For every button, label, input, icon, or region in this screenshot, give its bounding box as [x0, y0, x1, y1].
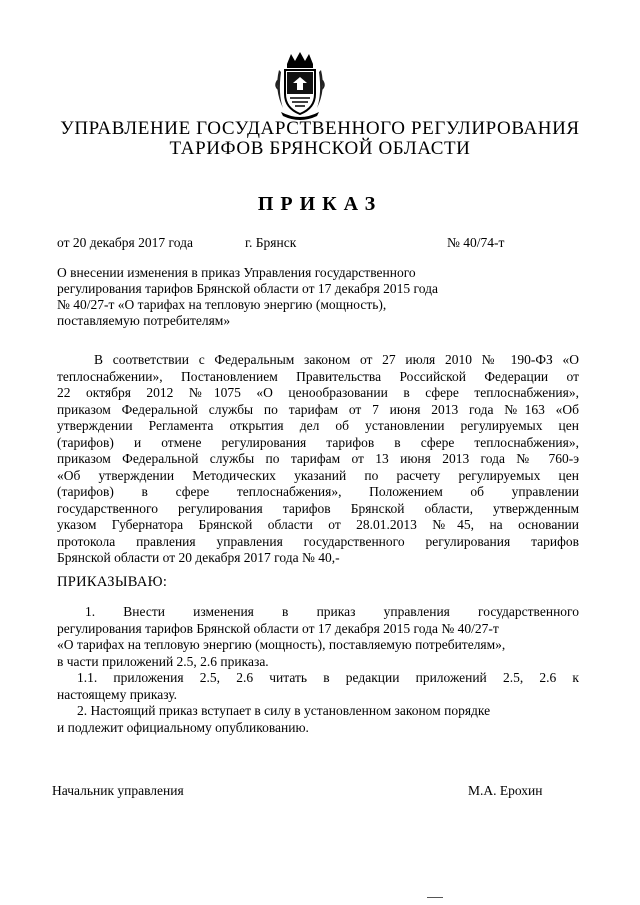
basis-line: указом Губернатора Брянской области от 28.01.2013 №45, на основании	[57, 517, 579, 532]
basis-line: государственного регулирования тарифов Брянской области, утвержденным	[57, 500, 579, 516]
item1-line: в части приложений 2.5, 2.6 приказа.	[57, 653, 269, 669]
order-date: от 20 декабря 2017 года	[57, 235, 193, 250]
basis-line: утверждении Регламента открытия дел об установлении регулируемых цен	[57, 418, 579, 433]
basis-line: «Об утверждении Методических указаний по расчету регулируемых цен	[57, 467, 579, 483]
order-subject	[57, 265, 527, 329]
subject-line: № 40/27-т «О тарифах на тепловую энергию (мощность),	[57, 297, 387, 312]
footer-mark	[427, 897, 443, 898]
order-city: г. Брянск	[245, 235, 297, 250]
item1-1-line: настоящему приказу.	[57, 686, 178, 702]
item1-line: регулирования тарифов Брянской области от 17 декабря 2015 года № 40/27-т	[57, 620, 499, 636]
subject-line: поставляемую потребителям»	[57, 313, 231, 328]
item2-line: 2. Настоящий приказ вступает в силу в установленном законом порядке	[77, 703, 491, 718]
basis-line: (тарифов) и отмене регулирования тарифов в сфере теплоснабжения»,	[57, 434, 579, 450]
basis-line: приказом Федеральной службы по тарифам от 7 июня 2013 года №163 «Об	[57, 401, 579, 417]
basis-line: Брянской области от 20 декабря 2017 года № 40,-	[57, 550, 340, 565]
signatory-position: Начальник управления	[52, 783, 184, 798]
order-items	[57, 604, 579, 736]
basis-line: теплоснабжении», Постановлением Правительства Российской Федерации от	[57, 368, 579, 384]
subject-line: регулирования тарифов Брянской области от 17 декабря 2015 года	[57, 281, 438, 296]
basis-line: приказом Федеральной службы по тарифам от 13 июня 2013 года № 760-э	[57, 451, 579, 466]
basis-line: (тарифов) в сфере теплоснабжения», Положением об управлении	[57, 484, 579, 499]
item1-line: 1. Внести изменения в приказ управления государственного	[85, 604, 579, 619]
bryansk-coat-of-arms-icon	[273, 50, 327, 120]
basis-line: протокола правления управления государственного регулирования тарифов	[57, 533, 579, 549]
item1-1-line: 1.1. приложения 2.5, 2.6 читать в редакции приложений 2.5, 2.6 к	[77, 670, 579, 685]
order-number: № 40/74-т	[447, 235, 505, 250]
document-type-title: ПРИКАЗ	[257, 193, 383, 215]
basis-line: В соответствии с Федеральным законом от 27 июля 2010 № 190-ФЗ «О	[94, 352, 579, 367]
item1-line: «О тарифах на тепловую энергию (мощность), поставляемую потребителям»,	[57, 637, 506, 652]
signatory-name: М.А. Ерохин	[468, 783, 543, 798]
agency-name-line2: ТАРИФОВ БРЯНСКОЙ ОБЛАСТИ	[169, 138, 471, 159]
basis-line: 22 октября 2012 №1075 «О ценообразовании в сфере теплоснабжения»,	[57, 385, 579, 400]
legal-basis-paragraph	[57, 352, 579, 567]
decree-word: ПРИКАЗЫВАЮ:	[57, 574, 168, 590]
agency-name-line1: УПРАВЛЕНИЕ ГОСУДАРСТВЕННОГО РЕГУЛИРОВАНИЯ	[60, 118, 580, 139]
item2-line: и подлежит официальному опубликованию.	[57, 719, 309, 735]
subject-line: О внесении изменения в приказ Управления государственного	[57, 265, 416, 280]
